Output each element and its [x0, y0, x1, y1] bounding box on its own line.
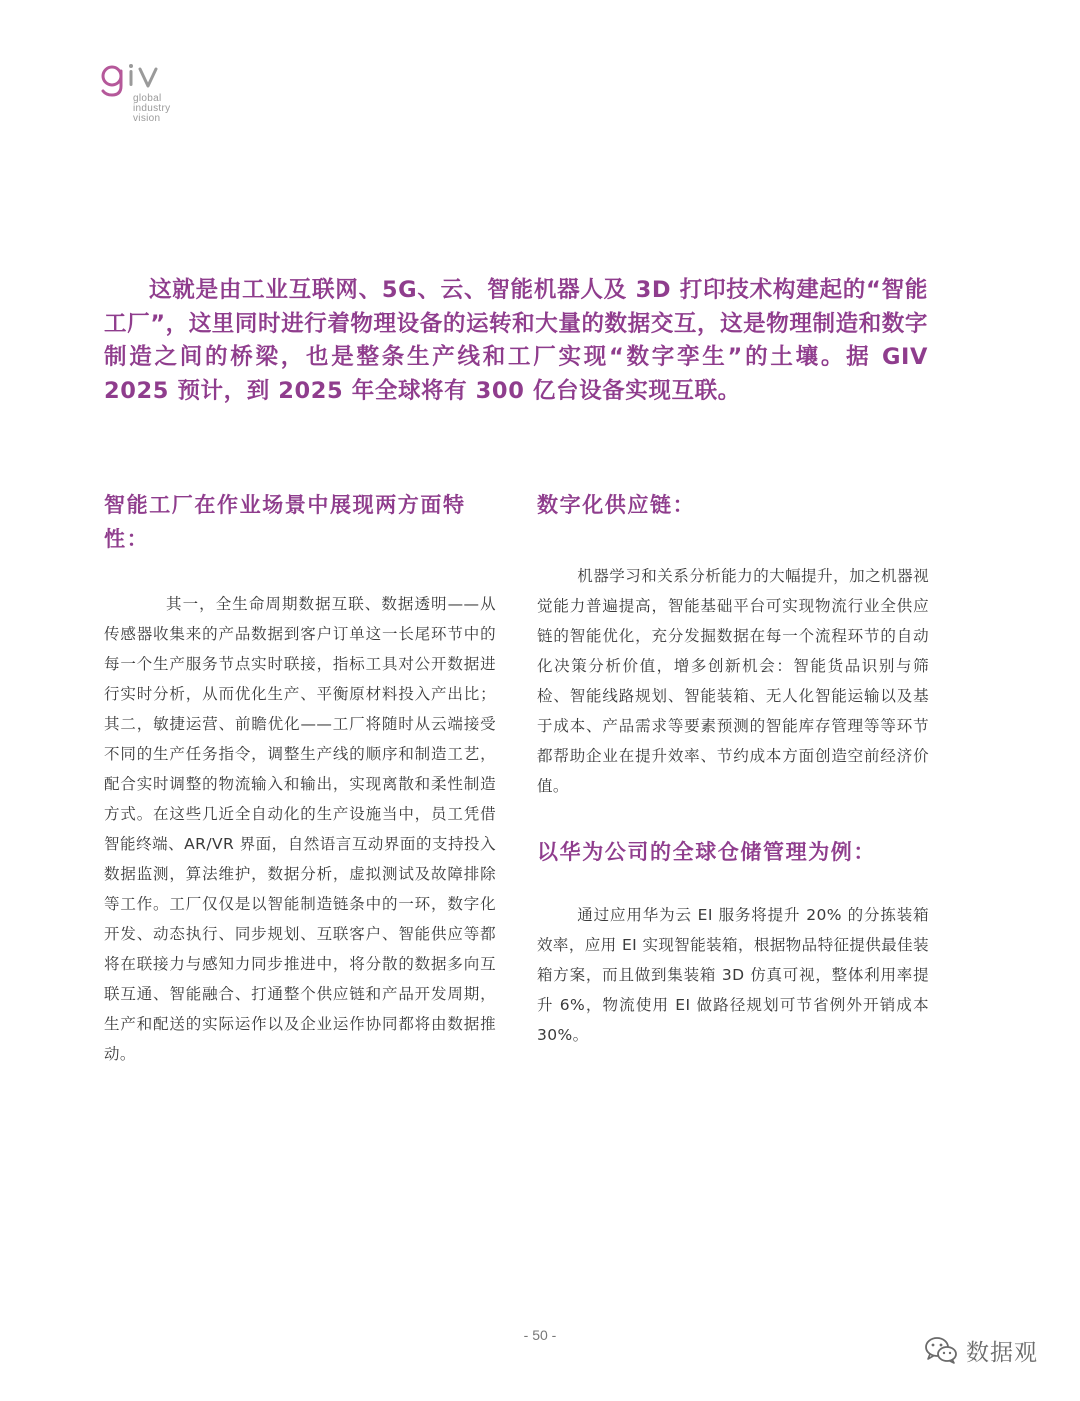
lead-paragraph: 这就是由工业互联网、5G、云、智能机器人及 3D 打印技术构建起的“智能工厂”，这里同时进行着物理设备的运转和大量的数据交互，这是物理制造和数字制造之间的桥梁，也是整条生产线和工厂实现“数字孪生”的土壤。据 GIV 2025 预计，到 2025 年全球将有 300 亿台设备实现互联。 [104, 277, 928, 404]
logo-tagline [133, 94, 170, 124]
wechat-icon [924, 1335, 958, 1365]
logo-line-vision: vision [133, 113, 161, 124]
watermark-text: 数据观 [966, 1339, 1038, 1366]
page-number: - 50 - [523, 1327, 557, 1343]
left-column-heading: 智能工厂在作业场景中展现两方面特性： [104, 493, 466, 551]
logo-line-industry: industry [133, 103, 171, 114]
huawei-example-heading: 以华为公司的全球仓储管理为例： [537, 840, 876, 864]
supply-chain-heading: 数字化供应链： [537, 493, 696, 517]
left-column [104, 488, 496, 1069]
logo-line-global: global [133, 93, 162, 104]
left-column-body: 其一，全生命周期数据互联、数据透明——从传感器收集来的产品数据到客户订单这一长尾环节中的每一个生产服务节点实时联接，指标工具对公开数据进行实时分析，从而优化生产、平衡原材料投入产出比；其二，敏捷运营、前瞻优化——工厂将随时从云端接受不同的生产任务指令，调整生产线的顺序和制造工艺，配合实时调整的物流输入和输出，实现离散和柔性制造方式。在这些几近全自动化的生产设施当中，员工凭借智能终端、AR/VR 界面，自然语言互动界面的支持投入数据监测，算法维护，数据分析，虚拟测试及故障排除等工作。工厂仅仅是以智能制造链条中的一环，数字化开发、动态执行、同步规划、互联客户、智能供应等都将在联接力与感知力同步推进中，将分散的数据多向互联互通、智能融合、打通整个供应链和产品开发周期，生产和配送的实际运作以及企业运作协同都将由数据推动。 [104, 595, 496, 1063]
right-column [537, 488, 929, 1050]
huawei-example-body: 通过应用华为云 EI 服务将提升 20% 的分拣装箱效率，应用 EI 实现智能装箱，根据物品特征提供最佳装箱方案，而且做到集装箱 3D 仿真可视，整体利用率提升 6%，物流使用 EI 做路径规划可节省例外开销成本 30%。 [537, 906, 929, 1044]
giv-logo [100, 62, 220, 132]
watermark [924, 1333, 1038, 1367]
supply-chain-body: 机器学习和关系分析能力的大幅提升，加之机器视觉能力普遍提高，智能基础平台可实现物流行业全供应链的智能优化，充分发掘数据在每一个流程环节的自动化决策分析价值，增多创新机会：智能货品识别与筛检、智能线路规划、智能装箱、无人化智能运输以及基于成本、产品需求等要素预测的智能库存管理等等环节都帮助企业在提升效率、节约成本方面创造空前经济价值。 [537, 567, 929, 795]
